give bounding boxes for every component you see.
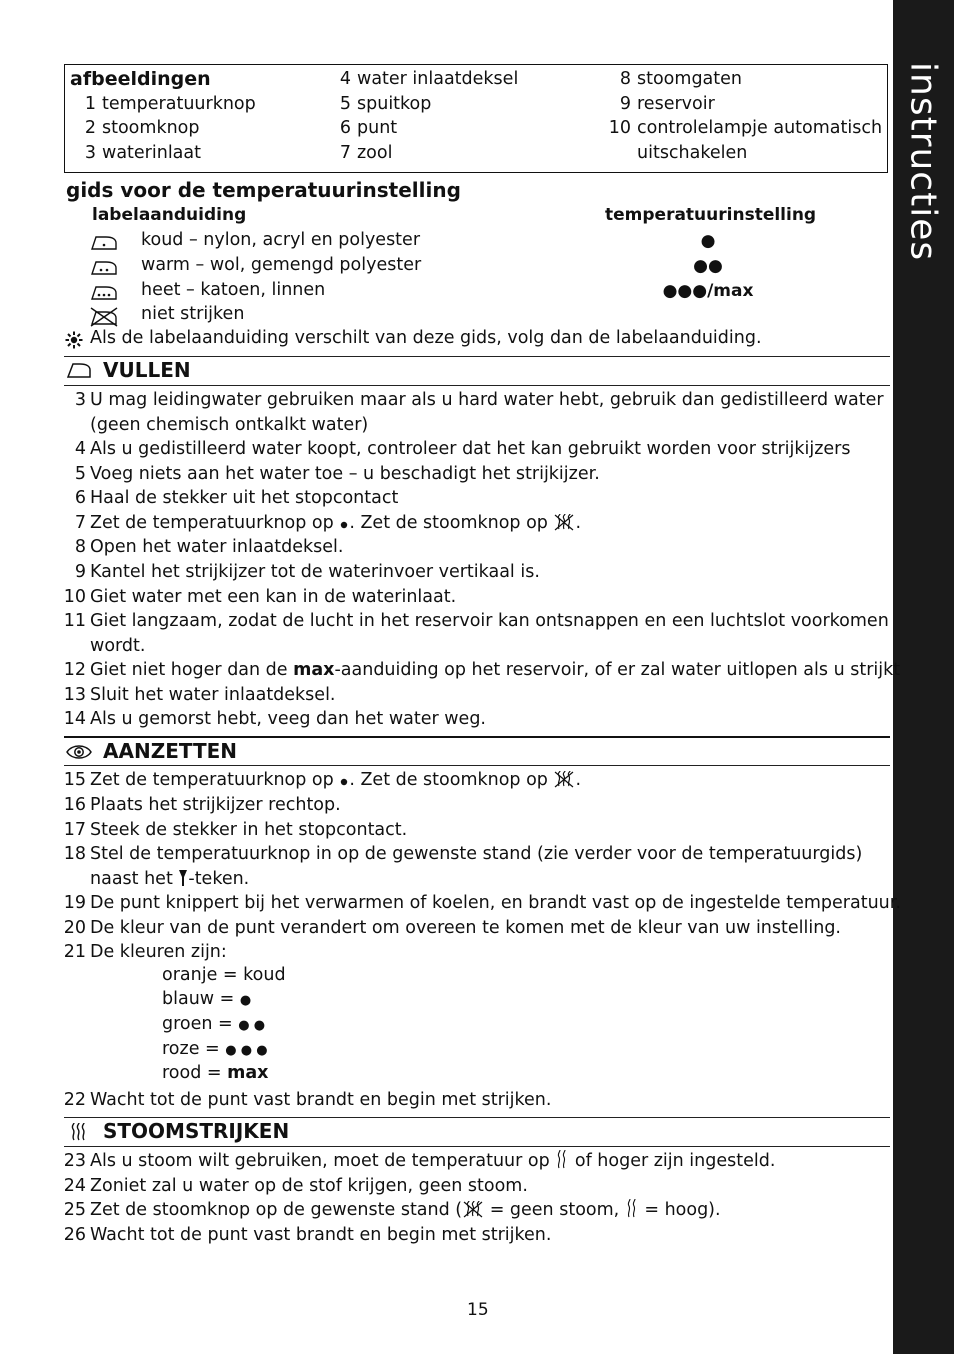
list-item: naast het -teken. (90, 869, 250, 889)
sun-icon (65, 331, 83, 349)
guide-col-label: labelaanduiding (92, 205, 247, 225)
iron-two-dots-icon (90, 258, 118, 276)
list-item: 11 Giet langzaam, zodat de lucht in het reservoir kan ontsnappen en een luchtslot voorkomen (63, 611, 889, 631)
guide-row-label: niet strijken (141, 304, 245, 324)
guide-row-label: heet – katoen, linnen (141, 280, 326, 300)
figure-item: 6 punt (339, 118, 398, 138)
figure-item: 7 zool (339, 142, 393, 163)
section-header-vullen (64, 356, 890, 386)
list-item: 8 Open het water inlaatdeksel. (74, 537, 344, 557)
list-item: 13 Sluit het water inlaatdeksel. (63, 685, 336, 705)
list-item: 22 Wacht tot de punt vast brandt en begin met strijken. (63, 1090, 552, 1110)
guide-col-setting: temperatuurinstelling (605, 205, 817, 225)
list-item: 21 De kleuren zijn: (63, 942, 227, 962)
guide-row-label: warm – wol, gemengd polyester (141, 255, 422, 275)
guide-row-label: koud – nylon, acryl en polyester (141, 230, 421, 250)
figure-item: 8 stoomgaten (619, 69, 742, 89)
list-item: 3 U mag leidingwater gebruiken maar als u hard water hebt, gebruik dan gedistilleerd water (74, 390, 884, 410)
color-item: oranje = koud (162, 965, 286, 985)
figure-item: 4 water inlaatdeksel (339, 69, 519, 89)
list-item: 14 Als u gemorst hebt, veeg dan het water weg. (63, 709, 486, 729)
list-item: 20 De kleur van de punt verandert om overeen te komen met de kleur van uw instelling. (63, 918, 841, 938)
figure-item: 3 waterinlaat (84, 142, 201, 163)
figure-item: 1 temperatuurknop (84, 93, 256, 114)
section-header-aanzetten (64, 736, 890, 766)
figure-item: uitschakelen (637, 142, 748, 163)
steam-high-icon (625, 1198, 639, 1218)
list-item: 18 Stel de temperatuurknop in op de gewenste stand (zie verder voor de temperatuurgids) (63, 844, 863, 864)
figure-item: 9 reservoir (619, 93, 715, 114)
iron-one-dot-icon (90, 233, 118, 251)
no-iron-icon (88, 305, 120, 327)
color-item: blauw = ● (162, 989, 252, 1009)
figure-item: 2 stoomknop (84, 118, 200, 138)
color-item: roze = ● ● ● (162, 1039, 268, 1059)
list-item: 26 Wacht tot de punt vast brandt en begin met strijken. (63, 1225, 552, 1245)
no-steam-icon (462, 1200, 484, 1218)
list-item: 23 Als u stoom wilt gebruiken, moet de temperatuur op of hoger zijn ingesteld. (63, 1151, 776, 1171)
fill-icon (66, 361, 92, 381)
iron-three-dots-icon (90, 283, 118, 301)
figures-box (64, 64, 888, 173)
list-item: 5 Voeg niets aan het water toe – u beschadigt het strijkijzer. (74, 464, 600, 484)
list-item: 6 Haal de stekker uit het stopcontact (74, 488, 399, 508)
guide-row-setting: ●●●/max (662, 281, 754, 301)
list-item: wordt. (90, 636, 146, 656)
guide-row-setting: ●● (693, 256, 723, 276)
guide-note: Als de labelaanduiding verschilt van deze gids, volg dan de labelaanduiding. (90, 328, 762, 348)
section-title: VULLEN (103, 358, 191, 382)
list-item: (geen chemisch ontkalkt water) (90, 415, 369, 435)
list-item: 12 Giet niet hoger dan de max-aanduiding op het reservoir, of er zal water uitlopen als u strijkt (63, 660, 901, 680)
guide-row-setting: ● (700, 231, 716, 251)
no-steam-icon (553, 770, 575, 788)
list-item: 24 Zoniet zal u water op de stof krijgen, geen stoom. (63, 1176, 528, 1196)
pointer-icon (178, 869, 188, 887)
section-title: STOOMSTRIJKEN (103, 1119, 290, 1143)
page-number: 15 (467, 1300, 489, 1320)
color-item: rood = max (162, 1063, 269, 1083)
section-title: AANZETTEN (103, 739, 238, 763)
dot-icon (339, 517, 349, 531)
dot-icon (339, 774, 349, 788)
list-item: 10 Giet water met een kan in de waterinlaat. (63, 587, 457, 607)
figures-heading: afbeeldingen (70, 68, 211, 90)
list-item: 25 Zet de stoomknop op de gewenste stand ( = geen stoom, = hoog). (63, 1200, 721, 1220)
side-tab-label: instructies (902, 62, 944, 262)
color-item: groen = ● ● (162, 1014, 266, 1034)
list-item: 4 Als u gedistilleerd water koopt, controleer dat het kan gebruikt worden voor strijkijzers (74, 439, 851, 459)
side-tab (893, 0, 954, 1354)
list-item: 16 Plaats het strijkijzer rechtop. (63, 795, 341, 815)
list-item: 17 Steek de stekker in het stopcontact. (63, 820, 408, 840)
no-steam-icon (553, 513, 575, 531)
list-item: 9 Kantel het strijkijzer tot de waterinvoer vertikaal is. (74, 562, 540, 582)
eye-icon (66, 742, 92, 762)
steam-high-icon (555, 1149, 569, 1169)
steam-icon (66, 1122, 92, 1142)
figure-item: 10 controlelampje automatisch (608, 118, 883, 138)
section-header-stoomstrijken (64, 1117, 890, 1147)
figures-col-1 (70, 67, 256, 165)
figures-col-2 (325, 67, 518, 165)
list-item: 15 Zet de temperatuurknop op . Zet de stoomknop op . (63, 770, 582, 790)
guide-title: gids voor de temperatuurinstelling (66, 178, 461, 202)
list-item: 19 De punt knippert bij het verwarmen of koelen, en brandt vast op de ingestelde temperatuur. (63, 893, 901, 913)
figures-col-3 (605, 67, 882, 165)
figure-item: 5 spuitkop (339, 93, 432, 114)
list-item: 7 Zet de temperatuurknop op . Zet de stoomknop op . (74, 513, 582, 533)
